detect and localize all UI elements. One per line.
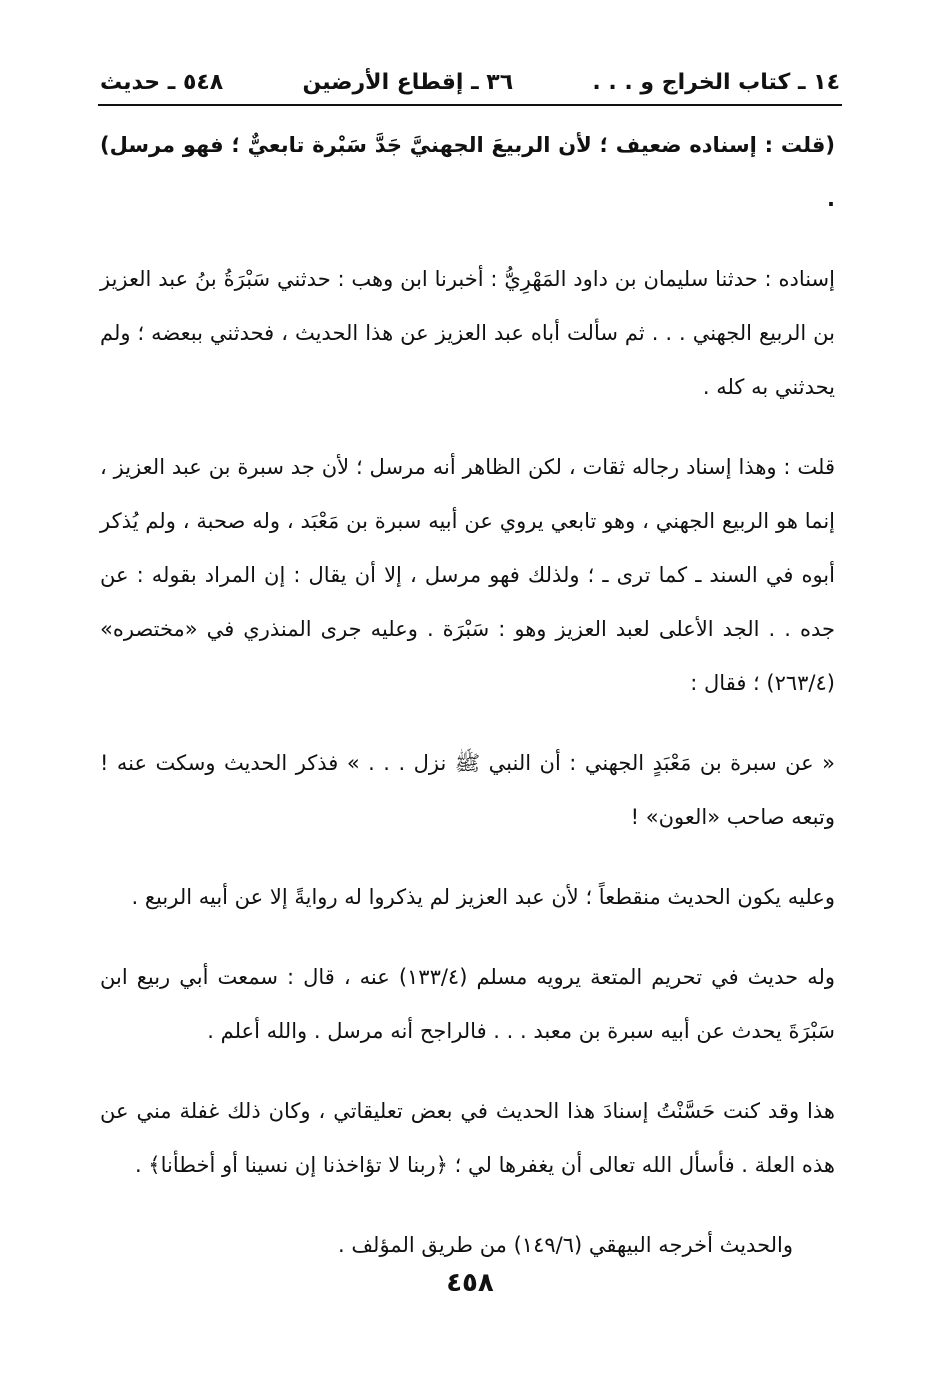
header-hadith-number: ٥٤٨ ـ حديث: [100, 70, 224, 95]
header-divider: [98, 104, 842, 106]
header-chapter-title: ٣٦ ـ إقطاع الأرضين: [302, 70, 514, 95]
commentary-paragraph: وعليه يكون الحديث منقطعاً ؛ لأن عبد العزيز لم يذكروا له روايةً إلا عن أبيه الربيع .: [131, 885, 835, 909]
running-header: [100, 60, 840, 106]
source-paragraph: والحديث أخرجه البيهقي (١٤٩/٦) من طريق المؤلف .: [337, 1233, 793, 1257]
page-number: ٤٥٨: [446, 1268, 494, 1298]
header-book-title: ١٤ ـ كتاب الخراج و . . .: [592, 70, 840, 95]
isnad-paragraph: إسناده : حدثنا سليمان بن داود المَهْرِيُّ : أخبرنا ابن وهب : حدثني سَبْرَةُ بنُ عبد العزيز بن الربيع الجهني . . . ثم سألت أباه عبد العزيز عن هذا الحديث ، فحدثني ببعضه ؛ ولم يحدثني به كله .: [100, 267, 835, 399]
commentary-paragraph: هذا وقد كنت حَسَّنْتُ إسنادَ هذا الحديث في بعض تعليقاتي ، وكان ذلك غفلة مني عن هذه العلة . فأسأل الله تعالى أن يغفرها لي ؛ ﴿ربنا لا تؤاخذنا إن نسينا أو أخطأنا﴾ .: [100, 1099, 835, 1177]
verdict-paragraph: (قلت : إسناده ضعيف ؛ لأن الربيعَ الجهنيَّ جَدَّ سَبْرة تابعيٌّ ؛ فهو مرسل) .: [100, 133, 835, 211]
commentary-paragraph: وله حديث في تحريم المتعة يرويه مسلم (١٣٣/٤) عنه ، قال : سمعت أبي ربيع ابن سَبْرَةَ يحدث عن أبيه سبرة بن معبد . . . فالراجح أنه مرسل . والله أعلم .: [100, 965, 835, 1043]
page-body: [100, 118, 835, 1298]
commentary-paragraph: قلت : وهذا إسناد رجاله ثقات ، لكن الظاهر أنه مرسل ؛ لأن جد سبرة بن عبد العزيز ، إنما هو الربيع الجهني ، وهو تابعي يروي عن أبيه سبرة بن مَعْبَد ، وله صحبة ، ولم يُذكر أبوه في السند ـ كما ترى ـ ؛ ولذلك فهو مرسل ، إلا أن يقال : إن المراد بقوله : عن جده . . الجد الأعلى لعبد العزيز وهو : سَبْرَة . وعليه جرى المنذري في «مختصره» (٢٦٣/٤) ؛ فقال :: [100, 455, 835, 695]
quotation-paragraph: « عن سبرة بن مَعْبَدٍ الجهني : أن النبي ﷺ نزل . . . » فذكر الحديث وسكت عنه ! وتبعه صاحب «العون» !: [100, 751, 835, 829]
